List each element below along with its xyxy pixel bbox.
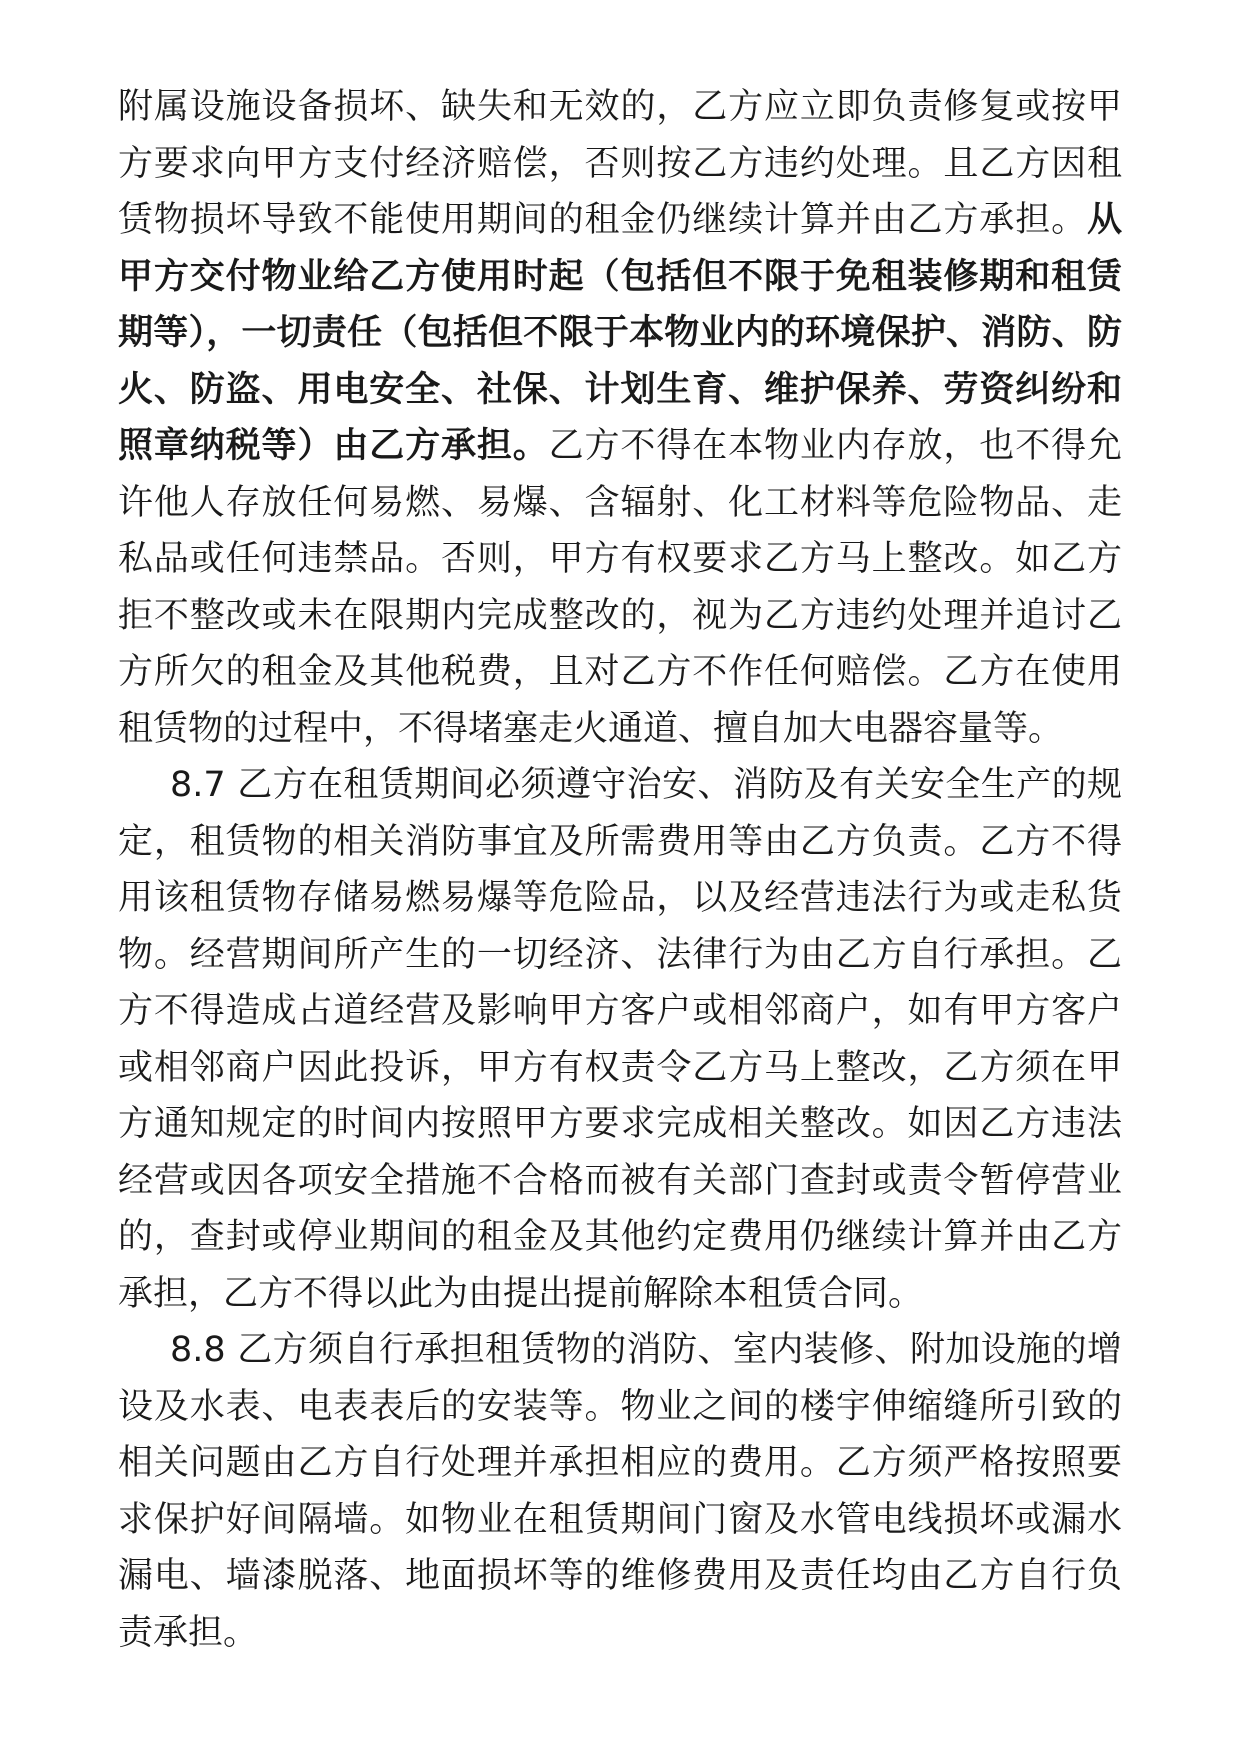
clause-8-8: 8.8 乙方须自行承担租赁物的消防、室内装修、附加设施的增设及水表、电表表后的安装等。物业之间的楼宇伸缩缝所引致的相关问题由乙方自行处理并承担相应的费用。乙方须严格按照要求保护好间隔墙。如物业在租赁期间门窗及水管电线损坏或漏水漏电、墙漆脱落、地面损坏等的维修费用及责任均由乙方自行负责承担。	[118, 1330, 1122, 1653]
document-page	[118, 79, 1122, 1661]
clause-bold-liability: 从甲方交付物业给乙方使用时起（包括但不限于免租装修期和租赁期等），一切责任（包括但不限于本物业内的环境保护、消防、防火、防盗、用电安全、社保、计划生育、维护保养、劳资纠纷和照章纳税等）由乙方承担。	[118, 200, 1122, 466]
clause-text-before: 附属设施设备损坏、缺失和无效的，乙方应立即负责修复或按甲方要求向甲方支付经济赔偿，否则按乙方违约处理。且乙方因租赁物损坏导致不能使用期间的租金仍继续计算并由乙方承担。	[118, 87, 1122, 240]
clause-text-after: 乙方不得在本物业内存放，也不得允许他人存放任何易燃、易爆、含辐射、化工材料等危险物品、走私品或任何违禁品。否则，甲方有权要求乙方马上整改。如乙方拒不整改或未在限期内完成整改的，视为乙方违约处理并追讨乙方所欠的租金及其他税费，且对乙方不作任何赔偿。乙方在使用租赁物的过程中，不得堵塞走火通道、擅自加大电器容量等。	[118, 426, 1122, 749]
clause-8-7: 8.7 乙方在租赁期间必须遵守治安、消防及有关安全生产的规定，租赁物的相关消防事宜及所需费用等由乙方负责。乙方不得用该租赁物存储易燃易爆等危险品，以及经营违法行为或走私货物。经营期间所产生的一切经济、法律行为由乙方自行承担。乙方不得造成占道经营及影响甲方客户或相邻商户，如有甲方客户或相邻商户因此投诉，甲方有权责令乙方马上整改，乙方须在甲方通知规定的时间内按照甲方要求完成相关整改。如因乙方违法经营或因各项安全措施不合格而被有关部门查封或责令暂停营业的，查封或停业期间的租金及其他约定费用仍继续计算并由乙方承担，乙方不得以此为由提出提前解除本租赁合同。	[118, 765, 1122, 1314]
clause-paragraph-continued	[118, 79, 1122, 757]
